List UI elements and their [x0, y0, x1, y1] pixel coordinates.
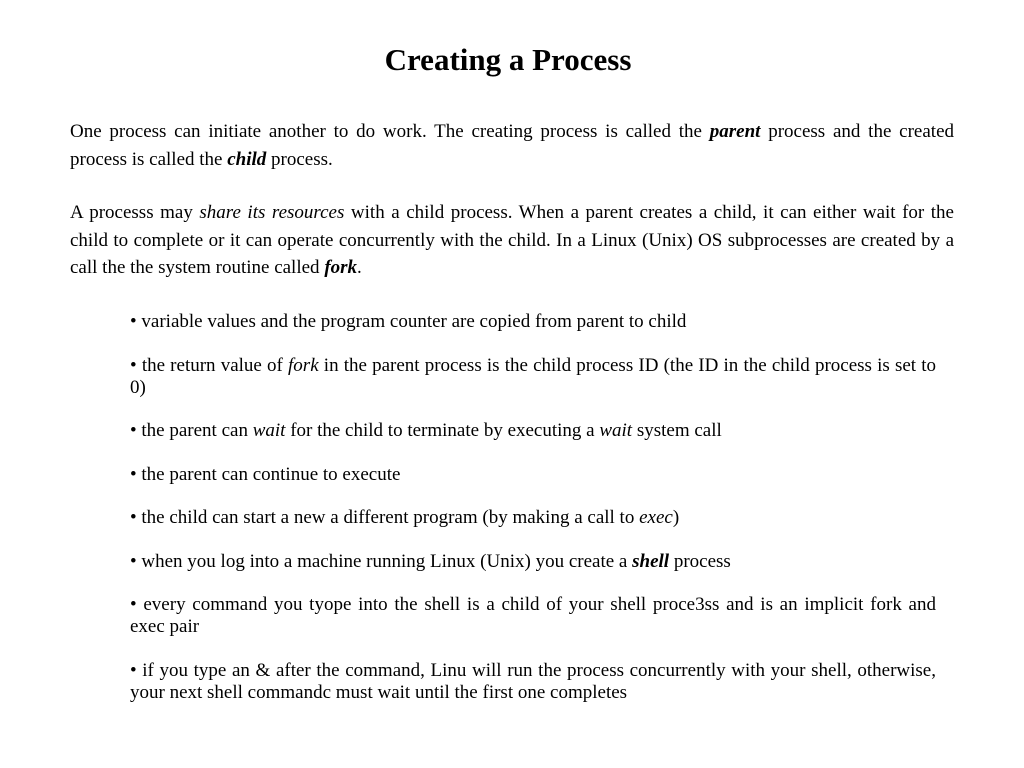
bullet-text: for the child to terminate by executing a [285, 420, 600, 441]
term-wait: wait [252, 420, 286, 441]
bullet-item [130, 311, 936, 333]
bullet-item [130, 355, 936, 399]
bullet-text: • the parent can continue to execute [130, 463, 401, 485]
bullet-text: system call [632, 420, 722, 441]
term-fork: fork [324, 257, 358, 278]
term-parent: parent [709, 121, 761, 142]
bullet-text: • if you type an & after the command, Linu will run the process concurrently with your shell, otherwise, your next shell commandc must wait until the first one completes [130, 659, 936, 703]
intro-text-3: process. [266, 148, 333, 170]
term-exec: exec [639, 507, 673, 528]
intro-text-1: One process can initiate another to do work. The creating process is called the [70, 121, 710, 142]
term-fork-italic: fork [288, 354, 319, 376]
bullet-text: ) [672, 507, 680, 528]
bullet-text: • the return value of [130, 354, 289, 376]
term-child: child [227, 148, 267, 170]
bullet-item [130, 594, 936, 638]
slide-title: Creating a Process [384, 42, 632, 77]
bullet-text: • when you log into a machine running Linux (Unix) you create a [130, 550, 633, 572]
bullet-text: • every command you tyope into the shell is a child of your shell proce3ss and is an implicit fork and exec pair [130, 594, 936, 637]
bullet-text: process [669, 550, 731, 572]
bullet-text: • variable values and the program counter are copied from parent to child [130, 311, 687, 332]
resources-text-3: . [357, 257, 362, 278]
bullet-list [130, 311, 936, 704]
term-wait: wait [599, 420, 633, 441]
bullet-item [130, 464, 936, 486]
bullet-item [130, 507, 936, 529]
bullet-item [130, 660, 936, 704]
resources-paragraph [70, 199, 954, 282]
intro-text-2: process and the created process is called the [70, 121, 954, 170]
bullet-item [130, 551, 936, 573]
term-shell: shell [632, 550, 670, 572]
resources-text-1: A processs may [70, 202, 200, 223]
resources-text-2: with a child process. When a parent creates a child, it can either wait for the child to complete or it can operate concurrently with the child. In a Linux (Unix) OS subprocesses are created by a call the the system routine called [70, 202, 954, 278]
bullet-item [130, 420, 936, 442]
bullet-text: • the child can start a new a different program (by making a call to [130, 507, 640, 528]
term-share-resources: share its resources [199, 202, 345, 223]
bullet-text: in the parent process is the child process ID (the ID in the child process is set to 0) [130, 354, 936, 398]
bullet-text: • the parent can [130, 420, 253, 441]
intro-paragraph [70, 118, 954, 173]
